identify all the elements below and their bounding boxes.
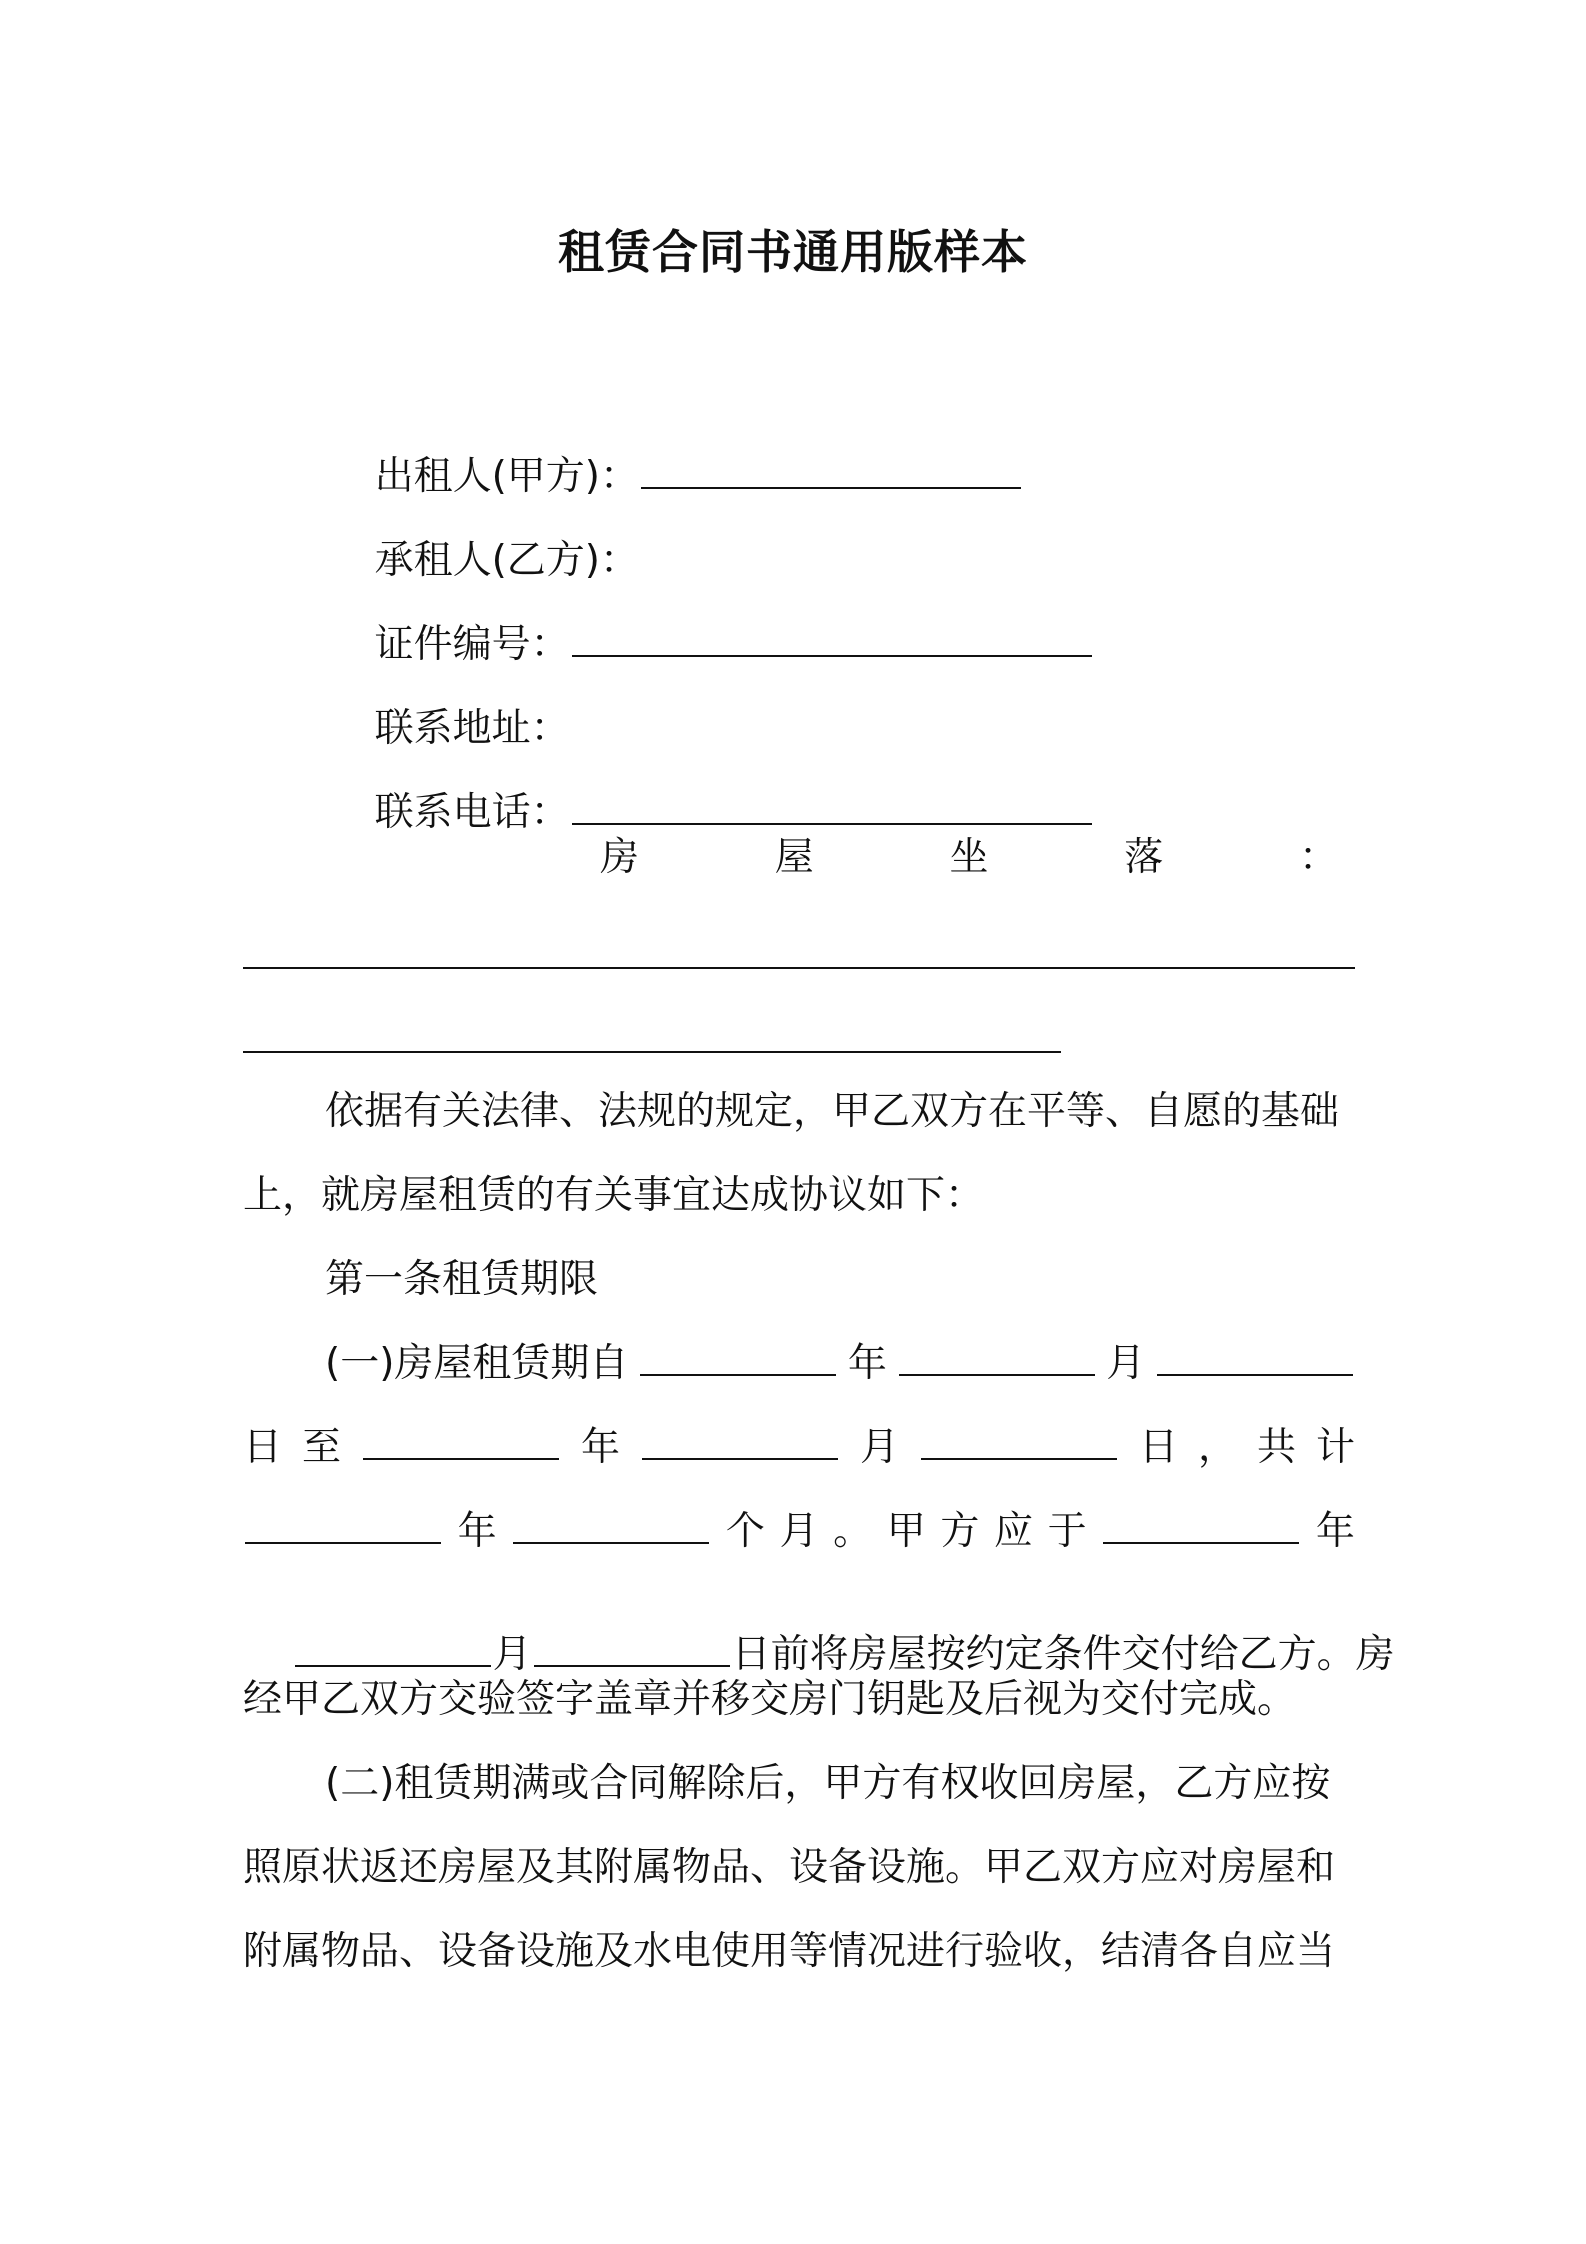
- month-blank: [642, 1457, 838, 1460]
- clause-text: ，: [1197, 1425, 1237, 1470]
- clause-text: 月: [779, 1509, 819, 1554]
- clause-text: 月: [492, 1632, 532, 1677]
- clause-text: 月: [859, 1425, 899, 1470]
- clause-text: 日: [1138, 1425, 1178, 1470]
- phone-blank: [572, 822, 1092, 825]
- month-blank: [899, 1373, 1095, 1376]
- clause-1-line-3: [243, 1509, 1355, 1554]
- day-blank: [1157, 1373, 1353, 1376]
- lessee-label: 承租人(乙方)：: [374, 538, 640, 583]
- location-blank-line-1: [243, 966, 1355, 969]
- year-blank: [640, 1373, 836, 1376]
- clause-text: 月: [1106, 1341, 1146, 1386]
- property-location-label: [600, 835, 1338, 880]
- clause-text: 甲: [886, 1509, 926, 1554]
- clause-2-line-3: 附属物品、设备设施及水电使用等情况进行验收，结清各自应当: [243, 1929, 1336, 1974]
- id-number-blank: [572, 654, 1092, 657]
- months-blank: [513, 1541, 709, 1544]
- clause-text: (一)房屋租赁期自: [325, 1341, 629, 1386]
- clause-text: 至: [302, 1425, 342, 1470]
- clause-1-line-1: [325, 1341, 1355, 1386]
- clause-text: 年: [457, 1509, 497, 1554]
- month-blank: [295, 1664, 491, 1667]
- page-title: 租赁合同书通用版样本: [558, 225, 1028, 279]
- day-blank: [921, 1457, 1117, 1460]
- location-char: 房: [600, 835, 640, 880]
- clause-text: 个: [725, 1509, 765, 1554]
- intro-line-1: 依据有关法律、法规的规定，甲乙双方在平等、自愿的基础: [325, 1089, 1340, 1134]
- years-blank: [245, 1541, 441, 1544]
- year-blank: [1103, 1541, 1299, 1544]
- clause-text: 年: [847, 1341, 887, 1386]
- clause-text: 年: [580, 1425, 620, 1470]
- clause-text: 日前将房屋按约定条件交付给乙方。房: [731, 1632, 1395, 1677]
- clause-2-line-1: (二)租赁期满或合同解除后，甲方有权收回房屋，乙方应按: [325, 1761, 1331, 1806]
- clause-1-line-5: 经甲乙双方交验签字盖章并移交房门钥匙及后视为交付完成。: [243, 1677, 1297, 1722]
- lessor-label: 出租人(甲方)：: [374, 454, 640, 499]
- article-heading: 第一条租赁期限: [325, 1257, 599, 1302]
- location-char: 坐: [949, 835, 989, 880]
- clause-text: 计: [1315, 1425, 1355, 1470]
- id-number-label: 证件编号：: [374, 622, 570, 667]
- address-label: 联系地址：: [374, 706, 570, 751]
- intro-line-2: 上，就房屋租赁的有关事宜达成协议如下：: [243, 1173, 985, 1218]
- clause-1-line-2: [243, 1425, 1355, 1470]
- year-blank: [363, 1457, 559, 1460]
- clause-2-line-2: 照原状返还房屋及其附属物品、设备设施。甲乙双方应对房屋和: [243, 1845, 1336, 1890]
- location-char: 落: [1124, 835, 1164, 880]
- clause-text: 应: [993, 1509, 1033, 1554]
- clause-text: 年: [1315, 1509, 1355, 1554]
- clause-text: 共: [1256, 1425, 1296, 1470]
- location-blank-line-2: [243, 1050, 1061, 1053]
- day-blank: [534, 1664, 730, 1667]
- lessor-blank: [641, 486, 1021, 489]
- location-char: 屋: [774, 835, 814, 880]
- location-char: ：: [1298, 835, 1338, 880]
- clause-text: 方: [940, 1509, 980, 1554]
- clause-text: 。: [833, 1509, 873, 1554]
- clause-text: 日: [243, 1425, 283, 1470]
- clause-text: 于: [1047, 1509, 1087, 1554]
- phone-label: 联系电话：: [374, 790, 570, 835]
